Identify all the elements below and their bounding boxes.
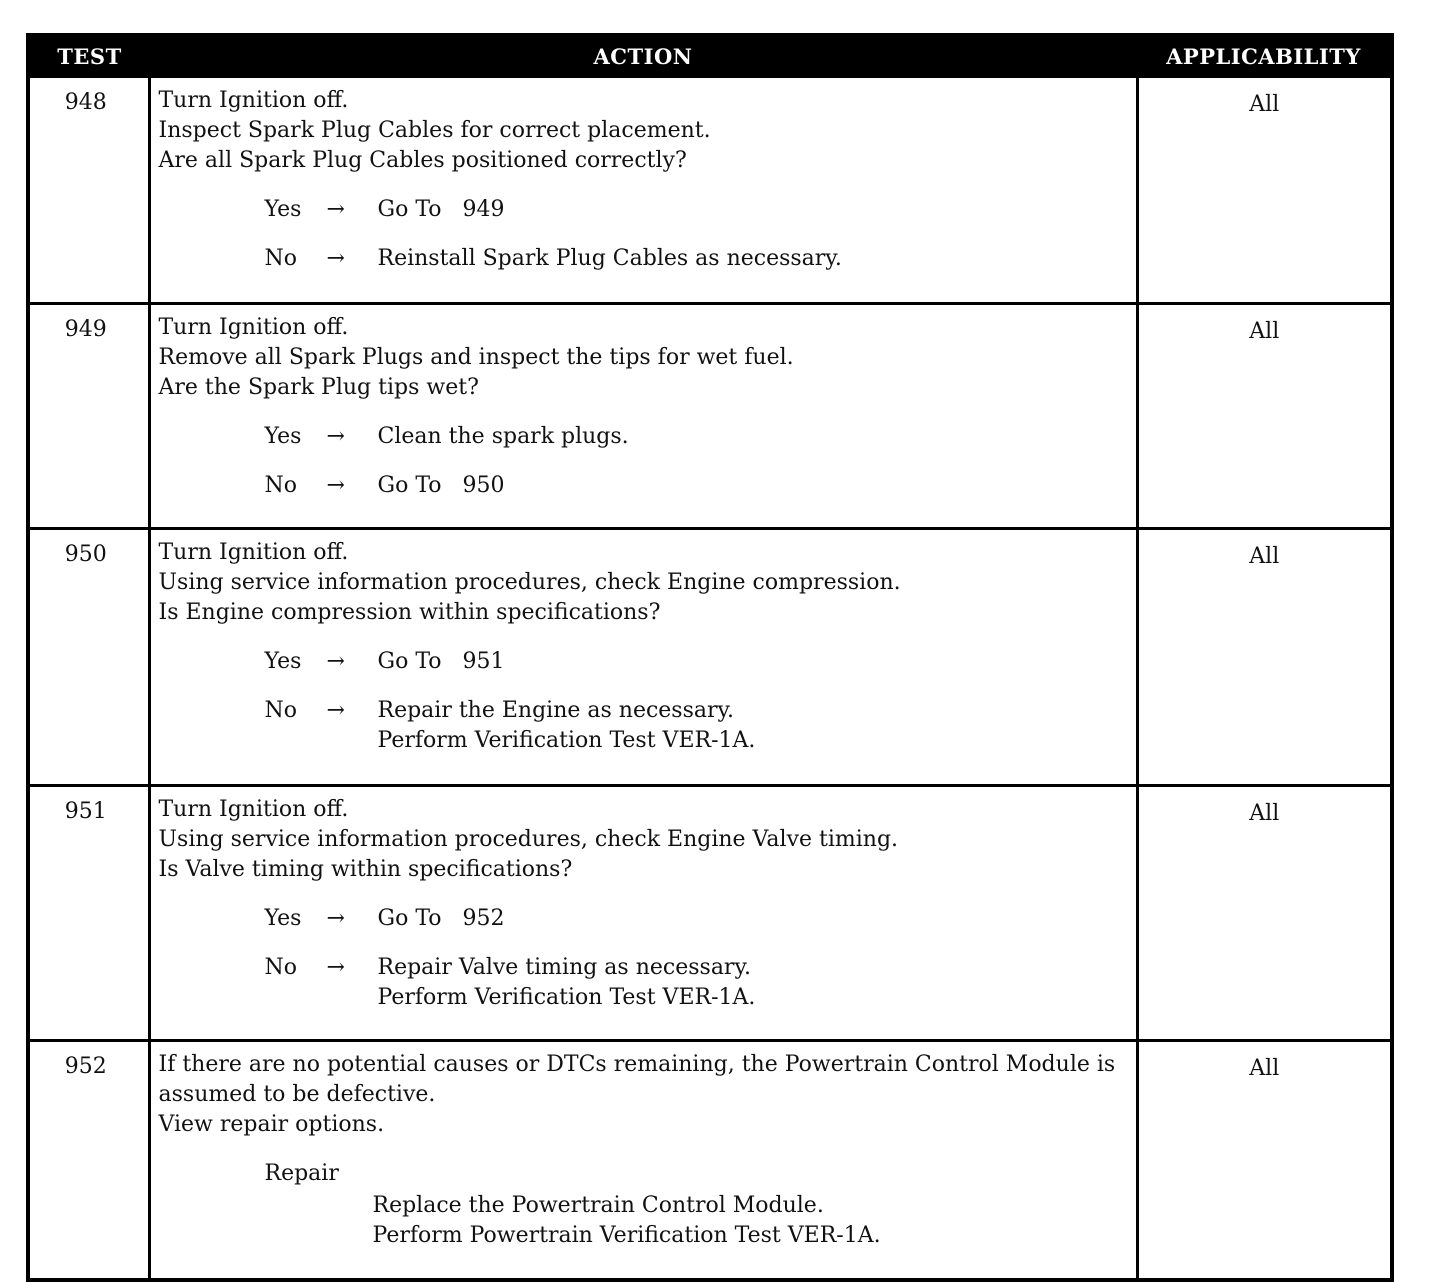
yes-choice <box>265 195 1128 225</box>
test-number: 950 <box>28 529 149 786</box>
yes-result: Go To 952 <box>377 906 505 931</box>
table-row <box>28 529 1392 786</box>
arrow-right-icon: → <box>326 649 345 674</box>
action-step: Are the Spark Plug tips wet? <box>158 375 479 400</box>
action-cell <box>149 1041 1137 1281</box>
choices <box>159 195 1128 274</box>
arrow-right-icon: → <box>326 246 345 271</box>
action-cell <box>149 304 1137 529</box>
action-step: Using service information procedures, check Engine compression. <box>158 570 901 595</box>
test-number: 949 <box>28 304 149 529</box>
no-result-line: Repair the Engine as necessary. <box>377 698 735 723</box>
no-choice <box>265 953 1128 1013</box>
table-row <box>28 77 1392 304</box>
no-choice <box>265 244 1128 274</box>
applicability-value: All <box>1137 529 1392 786</box>
repair-lines <box>373 1191 1128 1251</box>
applicability-value: All <box>1137 1041 1392 1281</box>
no-choice <box>265 696 1128 756</box>
action-step: Is Engine compression within specifications? <box>158 600 661 625</box>
no-label: No <box>264 698 297 723</box>
test-number: 951 <box>28 786 149 1041</box>
no-result <box>378 953 756 1013</box>
no-label: No <box>264 246 297 271</box>
applicability-value: All <box>1137 304 1392 529</box>
choices <box>159 647 1128 756</box>
no-result-line: Perform Verification Test VER-1A. <box>377 728 756 753</box>
action-cell <box>149 77 1137 304</box>
yes-choice <box>265 647 1128 677</box>
table-header-row <box>28 35 1392 77</box>
action-step: Inspect Spark Plug Cables for correct placement. <box>158 118 711 143</box>
no-result <box>378 696 756 756</box>
no-choice <box>265 471 1128 501</box>
arrow-right-icon: → <box>326 906 345 931</box>
header-action: ACTION <box>149 35 1137 77</box>
yes-result: Go To 949 <box>377 197 505 222</box>
yes-choice <box>265 422 1128 452</box>
arrow-right-icon: → <box>326 698 345 723</box>
yes-result: Go To 951 <box>377 649 505 674</box>
header-applicability: APPLICABILITY <box>1137 35 1392 77</box>
arrow-right-icon: → <box>326 197 345 222</box>
action-step: If there are no potential causes or DTCs remaining, the Powertrain Control Module is assumed to be defective. <box>158 1052 1116 1107</box>
test-number: 948 <box>28 77 149 304</box>
action-step: Are all Spark Plug Cables positioned correctly? <box>158 148 687 173</box>
action-step: Turn Ignition off. <box>158 88 349 113</box>
table-row <box>28 1041 1392 1281</box>
repair-label: Repair <box>264 1161 339 1186</box>
no-result-line: Repair Valve timing as necessary. <box>377 955 751 980</box>
arrow-right-icon: → <box>326 955 345 980</box>
yes-label: Yes <box>264 197 302 222</box>
action-step: Using service information procedures, check Engine Valve timing. <box>158 827 899 852</box>
action-step: Turn Ignition off. <box>158 540 349 565</box>
repair-line: Perform Powertrain Verification Test VER-1A. <box>372 1223 881 1248</box>
header-test: TEST <box>28 35 149 77</box>
choices <box>159 904 1128 1013</box>
yes-result: Clean the spark plugs. <box>377 424 629 449</box>
applicability-value: All <box>1137 77 1392 304</box>
choices <box>159 422 1128 501</box>
arrow-right-icon: → <box>326 424 345 449</box>
no-result: Go To 950 <box>377 473 505 498</box>
no-label: No <box>264 473 297 498</box>
no-result: Reinstall Spark Plug Cables as necessary. <box>377 246 842 271</box>
yes-label: Yes <box>264 649 302 674</box>
action-step: Is Valve timing within specifications? <box>158 857 573 882</box>
applicability-value: All <box>1137 786 1392 1041</box>
yes-label: Yes <box>264 424 302 449</box>
action-cell <box>149 786 1137 1041</box>
action-step: Turn Ignition off. <box>158 315 349 340</box>
yes-choice <box>265 904 1128 934</box>
test-number: 952 <box>28 1041 149 1281</box>
repair-options <box>159 1159 1128 1251</box>
action-step: Turn Ignition off. <box>158 797 349 822</box>
arrow-right-icon: → <box>326 473 345 498</box>
no-label: No <box>264 955 297 980</box>
action-step: View repair options. <box>158 1112 385 1137</box>
repair-line: Replace the Powertrain Control Module. <box>372 1193 824 1218</box>
diagnostic-test-table <box>26 33 1394 1282</box>
action-step: Remove all Spark Plugs and inspect the tips for wet fuel. <box>158 345 794 370</box>
action-cell <box>149 529 1137 786</box>
no-result-line: Perform Verification Test VER-1A. <box>377 985 756 1010</box>
table-row <box>28 786 1392 1041</box>
table-row <box>28 304 1392 529</box>
yes-label: Yes <box>264 906 302 931</box>
